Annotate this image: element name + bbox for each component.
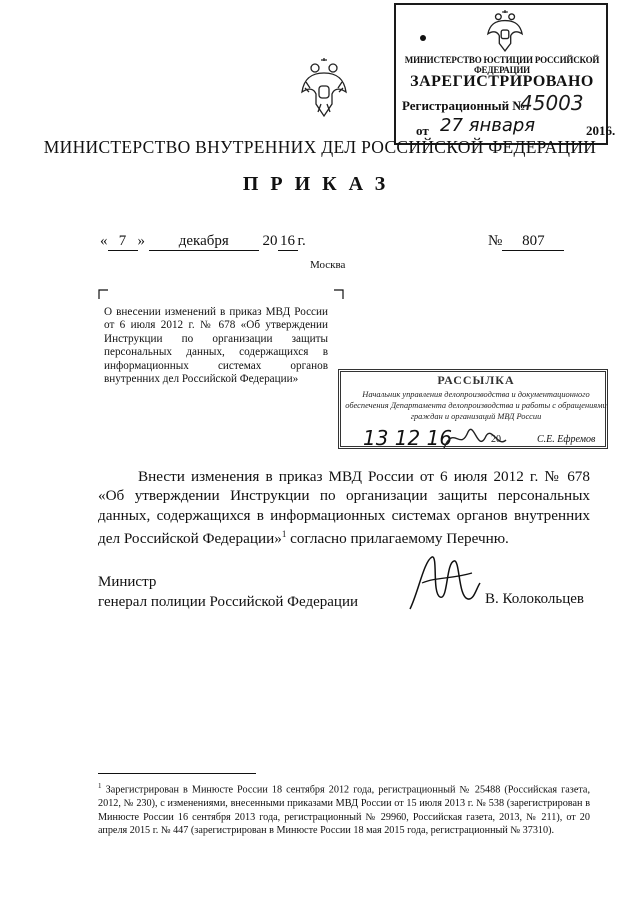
distribution-signature <box>440 418 510 458</box>
bracket-right-icon <box>334 289 344 299</box>
position-line-1: Министр <box>98 574 157 590</box>
stamp-eagle-icon <box>486 9 524 53</box>
footnote-text: Зарегистрирован в Минюсте России 18 сентября 2012 года, регистрационный № 25488 (Российская газета, 2012, № 230), с изменениями, внесенными приказами МВД России от 15 июля 2013 г. № 538 (зарегистрирован в Минюсте России 16 сентября 2013 года, регистрационный № 29960, Российская газета, 2013, № 211), от 20 апреля 2015 г. № 447 (зарегистрирован в Минюсте России 18 мая 2015 года, регистрационный № 37310). <box>98 784 591 837</box>
order-number <box>488 233 564 251</box>
date-open-quote: « <box>100 233 108 249</box>
order-body-end: согласно прилагаемому Перечню. <box>286 529 509 547</box>
stamp-reg-label: Регистрационный № <box>402 98 526 113</box>
stamp-date-prefix: от <box>416 123 429 138</box>
order-title: ПРИКАЗ <box>242 173 398 195</box>
order-subject: О внесении изменений в приказ МВД России от 6 июля 2012 г. № 678 «Об утверждении Инструкции по организации защиты персональных данных, содержащихся в информационных системах органов внутренних дел Российской Федерации» <box>104 306 328 386</box>
position-line-2: генерал полиции Российской Федерации <box>98 594 359 610</box>
order-date <box>100 233 306 251</box>
registration-stamp <box>394 3 616 145</box>
emblem-icon <box>300 58 348 120</box>
minister-signature <box>402 553 482 613</box>
signatory-name: В. Колокольцев <box>485 591 584 607</box>
date-year-prefix: 20 <box>262 233 278 249</box>
distribution-title: РАССЫЛКА <box>437 373 515 387</box>
distribution-date: 13 12 16 <box>363 426 453 450</box>
stamp-year: 2016. <box>586 123 616 138</box>
distribution-year-prefix: 20 <box>491 434 501 445</box>
date-year-suffix: г. <box>297 233 306 249</box>
footnote-divider <box>98 773 256 774</box>
date-month: декабря <box>149 233 259 251</box>
footnote <box>98 780 590 838</box>
date-year: 16 <box>278 233 298 251</box>
stamp-date-handwritten: 27 января <box>440 115 536 136</box>
stamp-reg-number: 45003 <box>520 91 584 115</box>
distribution-name: С.Е. Ефремов <box>537 434 596 445</box>
bracket-left-icon <box>98 289 108 299</box>
order-body <box>98 467 590 548</box>
date-close-quote: » <box>137 233 145 249</box>
city: Москва <box>310 259 346 271</box>
stamp-ministry: МИНИСТЕРСТВО ЮСТИЦИИ РОССИЙСКОЙ ФЕДЕРАЦИИ <box>404 55 600 75</box>
footnote-mark: 1 <box>98 782 102 790</box>
ministry-name: МИНИСТЕРСТВО ВНУТРЕННИХ ДЕЛ РОССИЙСКОЙ ФЕДЕРАЦИИ <box>43 137 597 157</box>
distribution-text: Начальник управления делопроизводства и документационного обеспечения Департамента делопроизводства и работы с обращениями граждан и организаций МВД России <box>345 390 607 421</box>
stamp-registered: ЗАРЕГИСТРИРОВАНО <box>410 73 594 90</box>
number-value: 807 <box>502 233 564 251</box>
stamp-dot <box>420 35 426 41</box>
date-day: 7 <box>108 233 138 251</box>
order-body-text: Внести изменения в приказ МВД России от 6 июля 2012 г. № 678 «Об утверждении Инструкции по организации защиты персональных данных, содержащихся в информационных системах органов внутренних дел Российской Федерации» <box>98 468 590 547</box>
footnote-ref: 1 <box>281 528 287 539</box>
number-label: № <box>488 233 503 249</box>
signatory-position <box>98 572 358 612</box>
